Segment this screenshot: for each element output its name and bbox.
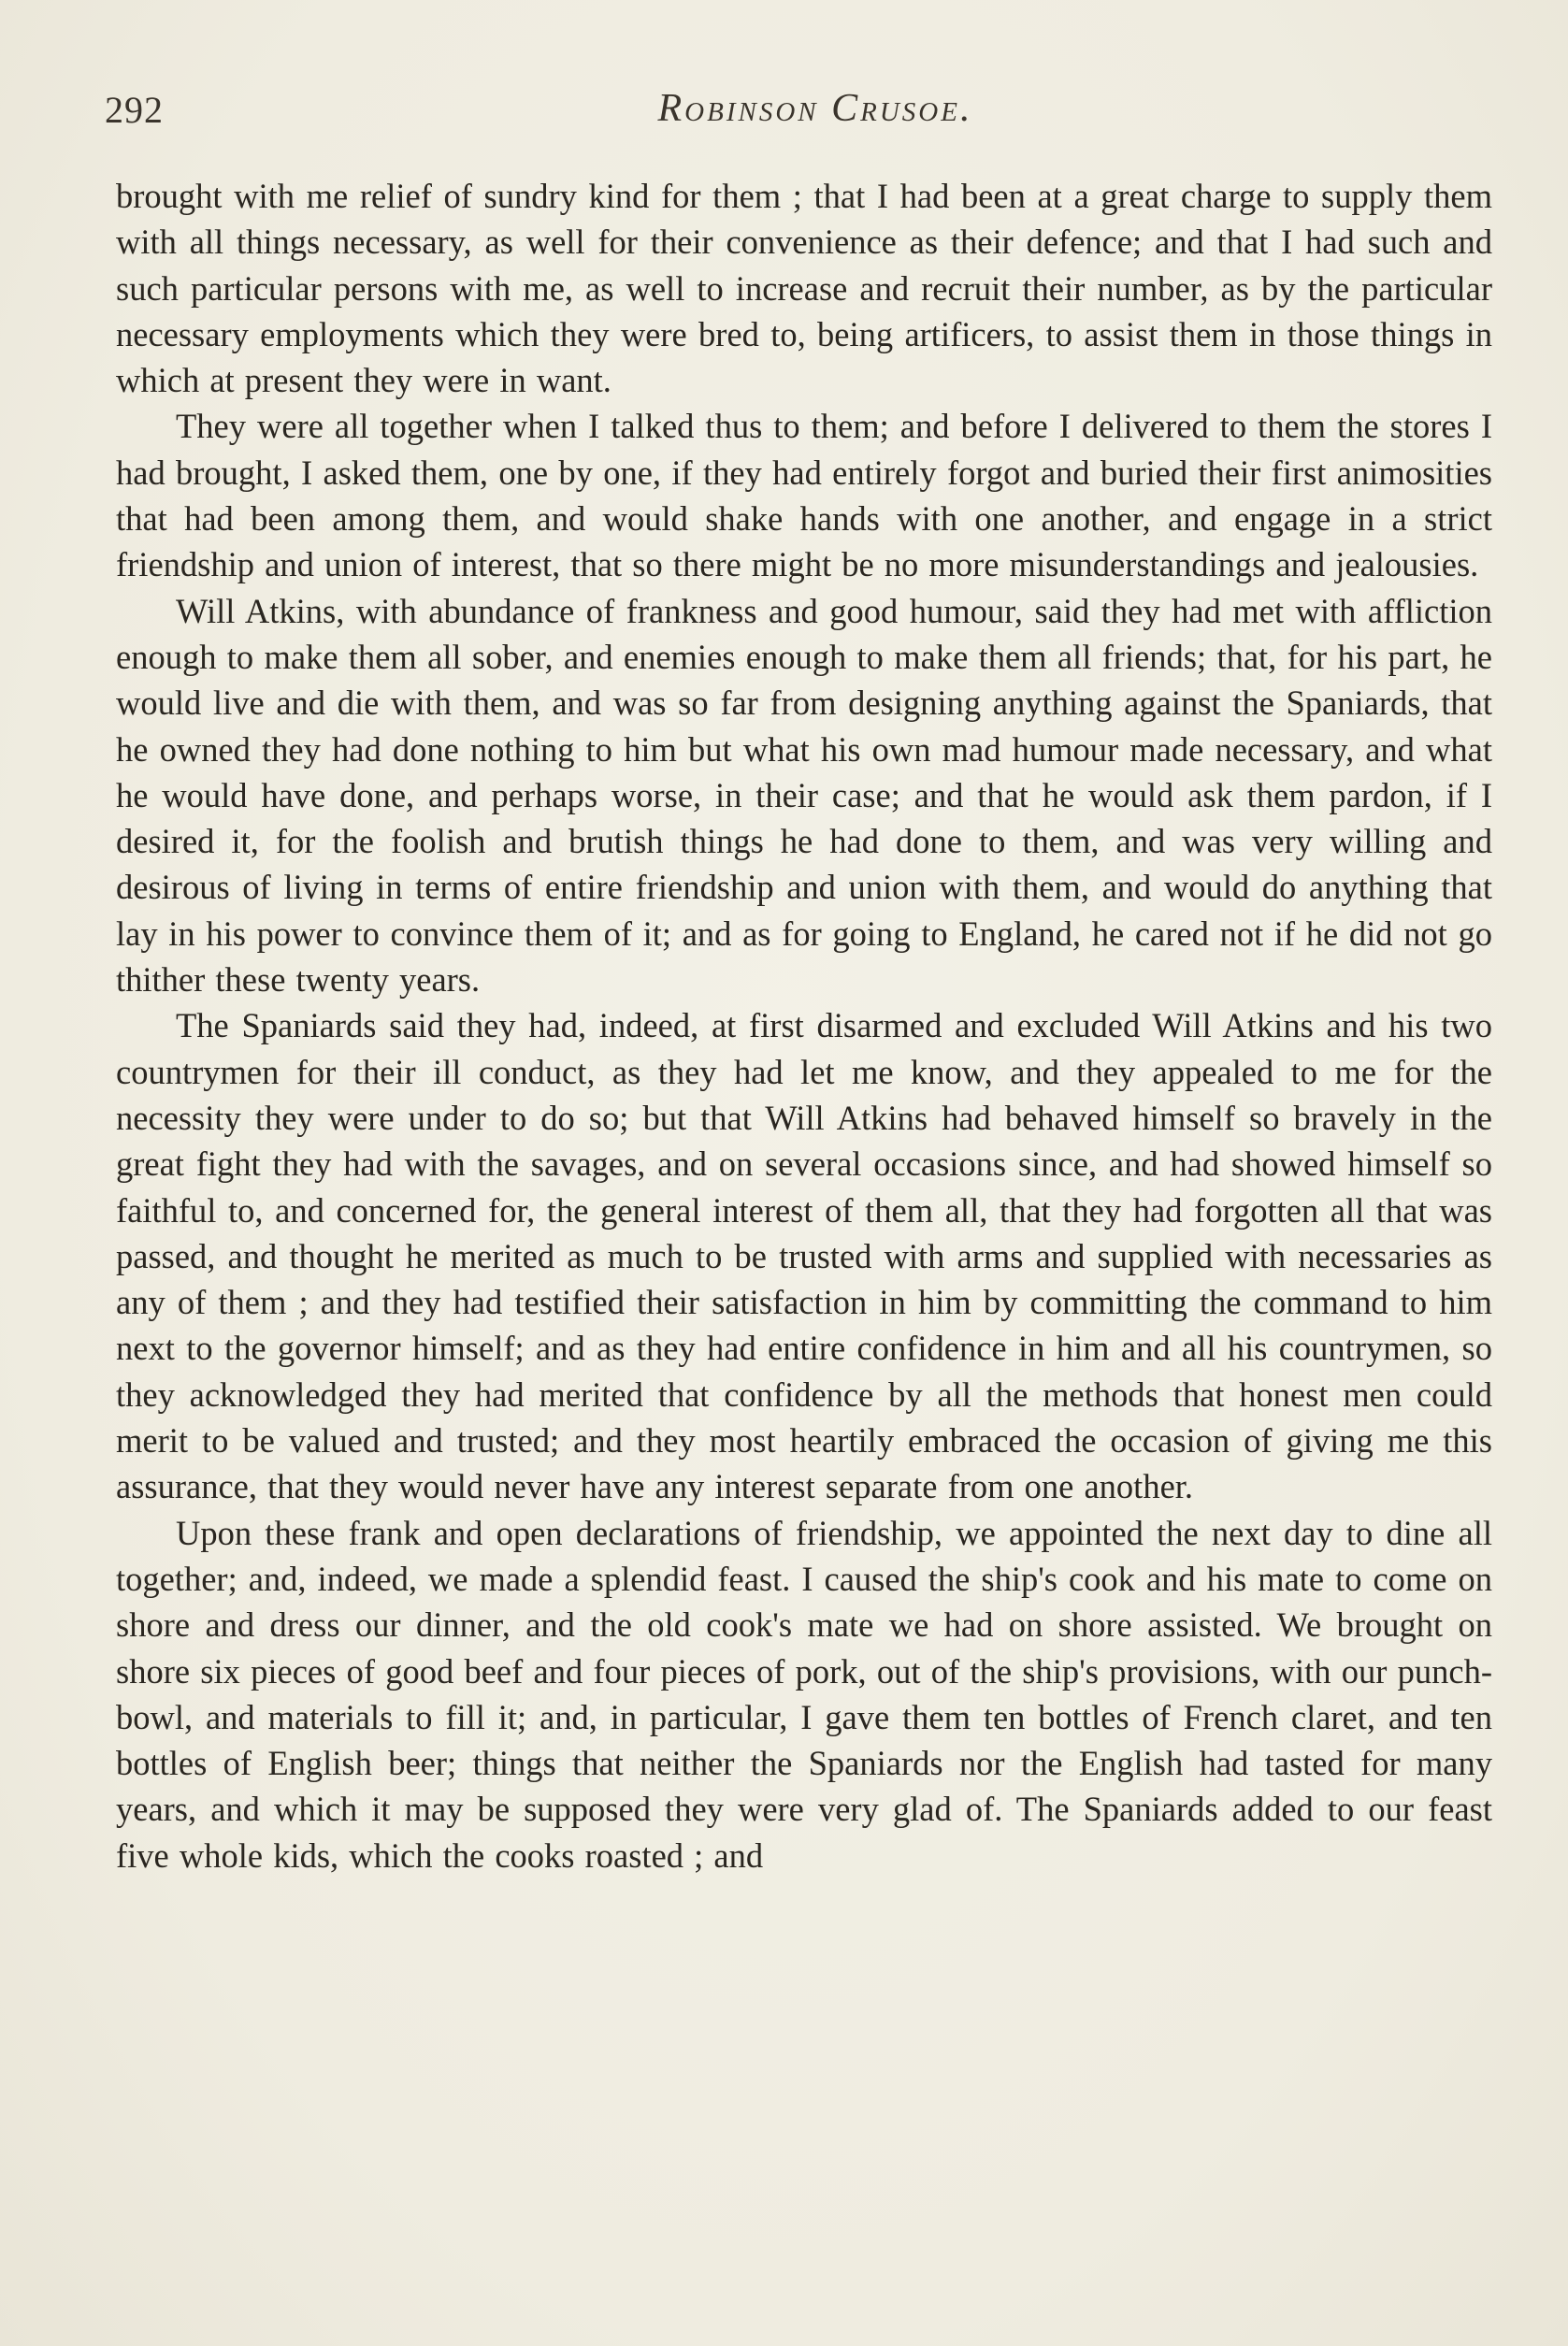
book-title: Robinson Crusoe.: [657, 87, 973, 130]
body-text: [116, 173, 1492, 1878]
paragraph-3: Will Atkins, with abundance of frankness and good humour, said they had met with affliction enough to make them all sober, and enemies enough to make them all friends; that, for his part, he would live and die with them, and was so far from designing anything against the Spaniards, that he owned they had done nothing to him but what his own mad humour made necessary, and what he would have done, and perhaps worse, in their case; and that he would ask them pardon, if I desired it, for the foolish and brutish things he had done to them, and was very willing and desirous of living in terms of entire friendship and union with them, and would do anything that lay in his power to convince them of it; and as for going to England, he cared not if he did not go thither these twenty years.: [116, 591, 1492, 1000]
paragraph-4: The Spaniards said they had, indeed, at first disarmed and excluded Will Atkins and his two countrymen for their ill conduct, as they had let me know, and they appealed to me for the necessity they were under to do so; but that Will Atkins had behaved himself so bravely in the great fight they had with the savages, and on several occasions since, and had showed himself so faithful to, and concerned for, the general interest of them all, that they had forgotten all that was passed, and thought he merited as much to be trusted with arms and supplied with necessaries as any of them ; and they had testified their satisfaction in him by committing the command to him next to the governor himself; and as they had entire confidence in him and all his countrymen, so they acknowledged they had merited that confidence by all the methods that honest men could merit to be valued and trusted; and they most heartily embraced the occasion of giving me this assurance, that they would never have any interest separate from one another.: [116, 1006, 1492, 1506]
paragraph-2: They were all together when I talked thus to them; and before I delivered to them the stores I had brought, I asked them, one by one, if they had entirely forgot and buried their first animosities that had been among them, and would shake hands with one another, and engage in a strict friendship and union of interest, that so there might be no more misunderstandings and jealousies.: [116, 407, 1492, 584]
running-head: [105, 82, 1498, 138]
paragraph-1: brought with me relief of sundry kind for them ; that I had been at a great charge to supply them with all things necessary, as well for their convenience as their defence; and that I had such and such particular persons with me, as well to increase and recruit their number, as by the particular necessary employments which they were bred to, being artificers, to assist them in those things in which at present they were in want.: [116, 177, 1492, 400]
paragraph-5: Upon these frank and open declarations of friendship, we appointed the next day to dine all together; and, indeed, we made a splendid feast. I caused the ship's cook and his mate to come on shore and dress our dinner, and the old cook's mate we had on shore assisted. We brought on shore six pieces of good beef and four pieces of pork, out of the ship's provisions, with our punch-bowl, and materials to fill it; and, in particular, I gave them ten bottles of French claret, and ten bottles of English beer; things that neither the Spaniards nor the English had tasted for many years, and which it may be supposed they were very glad of. The Spaniards added to our feast five whole kids, which the cooks roasted ; and: [116, 1513, 1492, 1875]
page-number: 292: [105, 89, 164, 131]
